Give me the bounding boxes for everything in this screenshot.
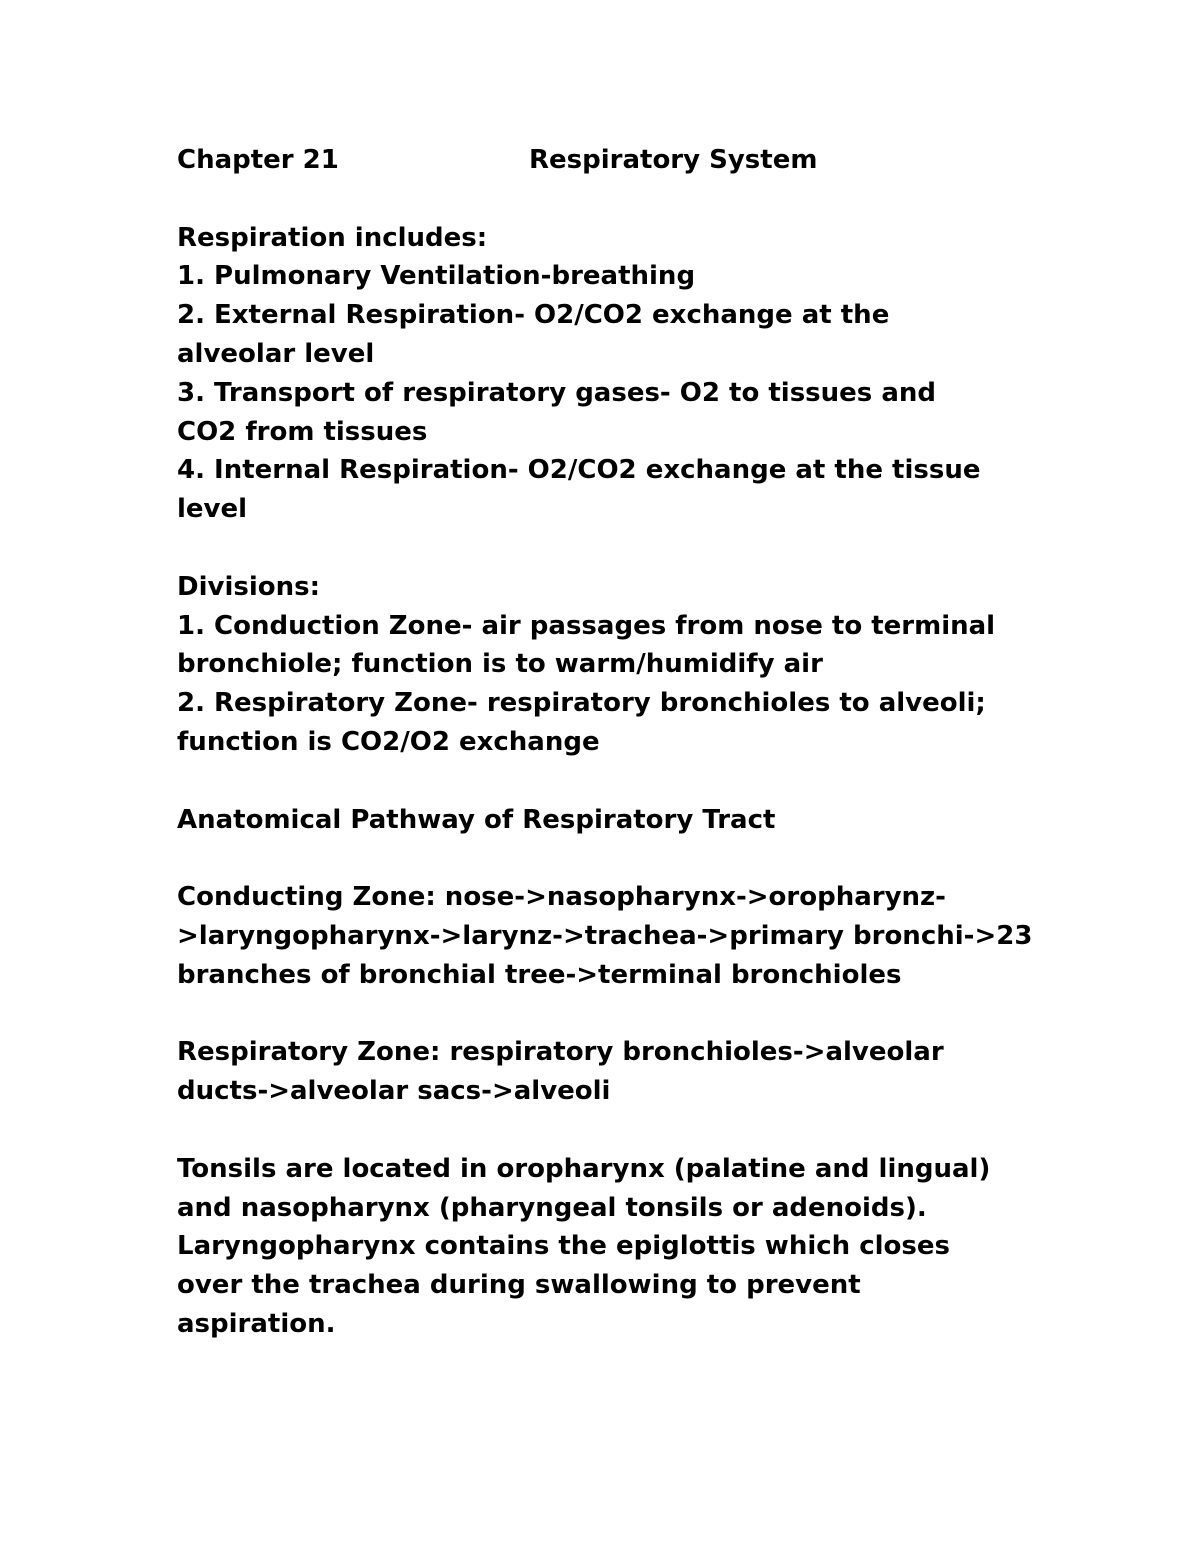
conducting-zone-line: branches of bronchial tree->terminal bronchioles xyxy=(177,959,902,990)
respiration-line: 2. External Respiration- O2/CO2 exchange at the xyxy=(177,300,890,331)
chapter-number: Chapter 21 xyxy=(177,145,339,175)
divisions-heading: Divisions: xyxy=(177,571,320,602)
conducting-zone-section xyxy=(177,878,1057,994)
tonsils-section xyxy=(177,1150,1057,1344)
respiratory-zone-line: ducts->alveolar sacs->alveoli xyxy=(177,1076,611,1107)
respiratory-zone-section xyxy=(177,1033,1057,1111)
respiratory-zone-line: Respiratory Zone: respiratory bronchioles->alveolar xyxy=(177,1037,944,1068)
tonsils-line: aspiration. xyxy=(177,1308,336,1339)
tonsils-line: Tonsils are located in oropharynx (palatine and lingual) xyxy=(177,1153,991,1184)
divisions-line: 2. Respiratory Zone- respiratory bronchioles to alveoli; xyxy=(177,688,986,719)
spacer xyxy=(177,1111,1057,1150)
spacer xyxy=(177,529,1057,568)
respiration-line: CO2 from tissues xyxy=(177,416,428,447)
respiration-line: 1. Pulmonary Ventilation-breathing xyxy=(177,261,696,292)
respiration-heading: Respiration includes: xyxy=(177,222,488,253)
document-page xyxy=(177,141,1057,1344)
respiration-line: level xyxy=(177,494,248,525)
respiration-line: alveolar level xyxy=(177,338,375,369)
divisions-line: function is CO2/O2 exchange xyxy=(177,726,600,757)
tonsils-line: Laryngopharynx contains the epiglottis which closes xyxy=(177,1231,950,1262)
spacer xyxy=(177,995,1057,1034)
spacer xyxy=(177,839,1057,878)
spacer xyxy=(177,762,1057,801)
conducting-zone-line: Conducting Zone: nose->nasopharynx->oropharynz- xyxy=(177,882,946,913)
pathway-heading: Anatomical Pathway of Respiratory Tract xyxy=(177,804,776,835)
spacer xyxy=(177,180,1057,219)
document-title xyxy=(177,141,1057,180)
tonsils-line: over the trachea during swallowing to prevent xyxy=(177,1270,861,1301)
divisions-line: bronchiole; function is to warm/humidify air xyxy=(177,649,823,680)
respiration-section xyxy=(177,219,1057,529)
divisions-line: 1. Conduction Zone- air passages from nose to terminal xyxy=(177,610,996,641)
chapter-subject: Respiratory System xyxy=(529,145,818,175)
divisions-section xyxy=(177,568,1057,762)
respiration-line: 3. Transport of respiratory gases- O2 to tissues and xyxy=(177,377,936,408)
conducting-zone-line: >laryngopharynx->larynz->trachea->primary bronchi->23 xyxy=(177,920,1033,951)
tonsils-line: and nasopharynx (pharyngeal tonsils or adenoids). xyxy=(177,1192,927,1223)
respiration-line: 4. Internal Respiration- O2/CO2 exchange at the tissue xyxy=(177,455,981,486)
